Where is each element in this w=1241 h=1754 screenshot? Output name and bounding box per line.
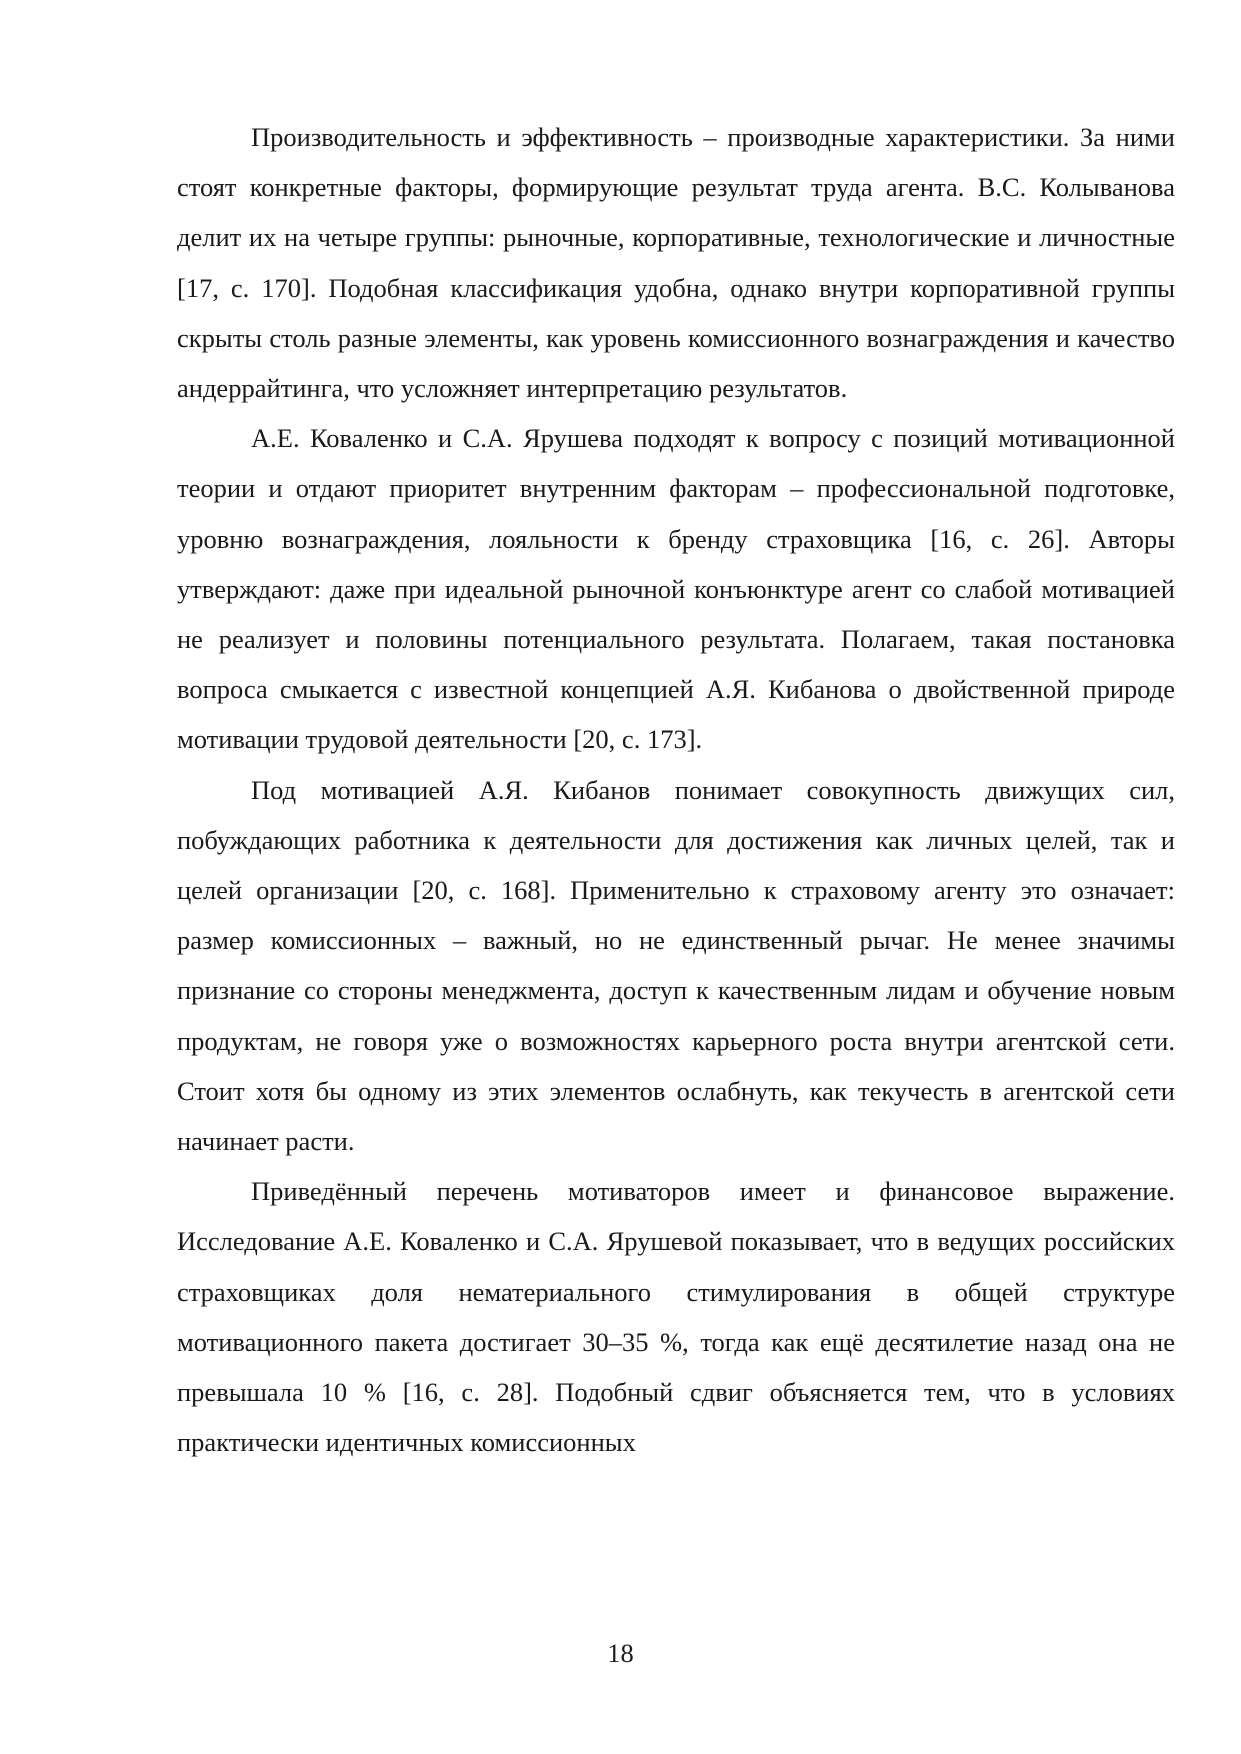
paragraph-4: Приведённый перечень мотиваторов имеет и финансовое выражение. Исследование А.Е. Коваленко и С.А. Ярушевой показывает, что в ведущих российских страховщиках доля нематериального стимулирования в общей структуре мотивационного пакета достигает 30–35 %, тогда как ещё десятилетие назад она не превышала 10 % [16, с. 28]. Подобный сдвиг объясняется тем, что в условиях практически идентичных комиссионных [177, 1176, 1175, 1458]
paragraph-2: А.Е. Коваленко и С.А. Ярушева подходят к вопросу с позиций мотивационной теории и отдают приоритет внутренним факторам – профессиональной подготовке, уровню вознаграждения, лояльности к бренду страховщика [16, с. 26]. Авторы утверждают: даже при идеальной рыночной конъюнктуре агент со слабой мотивацией не реализует и половины потенциального результата. Полагаем, такая постановка вопроса смыкается с известной концепцией А.Я. Кибанова о двойственной природе мотивации трудовой деятельности [20, с. 173]. [177, 423, 1175, 755]
paragraph-3: Под мотивацией А.Я. Кибанов понимает совокупность движущих сил, побуждающих работника к деятельности для достижения как личных целей, так и целей организации [20, с. 168]. Применительно к страховому агенту это означает: размер комиссионных – важный, но не единственный рычаг. Не менее значимы признание со стороны менеджмента, доступ к качественным лидам и обучение новым продуктам, не говоря уже о возможностях карьерного роста внутри агентской сети. Стоит хотя бы одному из этих элементов ослабнуть, как текучесть в агентской сети начинает расти. [177, 774, 1175, 1157]
paragraph-1: Производительность и эффективность – производные характеристики. За ними стоят конкретные факторы, формирующие результат труда агента. В.С. Колыванова делит их на четыре группы: рыночные, корпоративные, технологические и личностные [17, с. 170]. Подобная классификация удобна, однако внутри корпоративной группы скрыты столь разные элементы, как уровень комиссионного вознаграждения и качество андеррайтинга, что усложняет интерпретацию результатов. [177, 122, 1175, 404]
page-number: 18 [607, 1638, 634, 1668]
body-text [177, 112, 1175, 1467]
